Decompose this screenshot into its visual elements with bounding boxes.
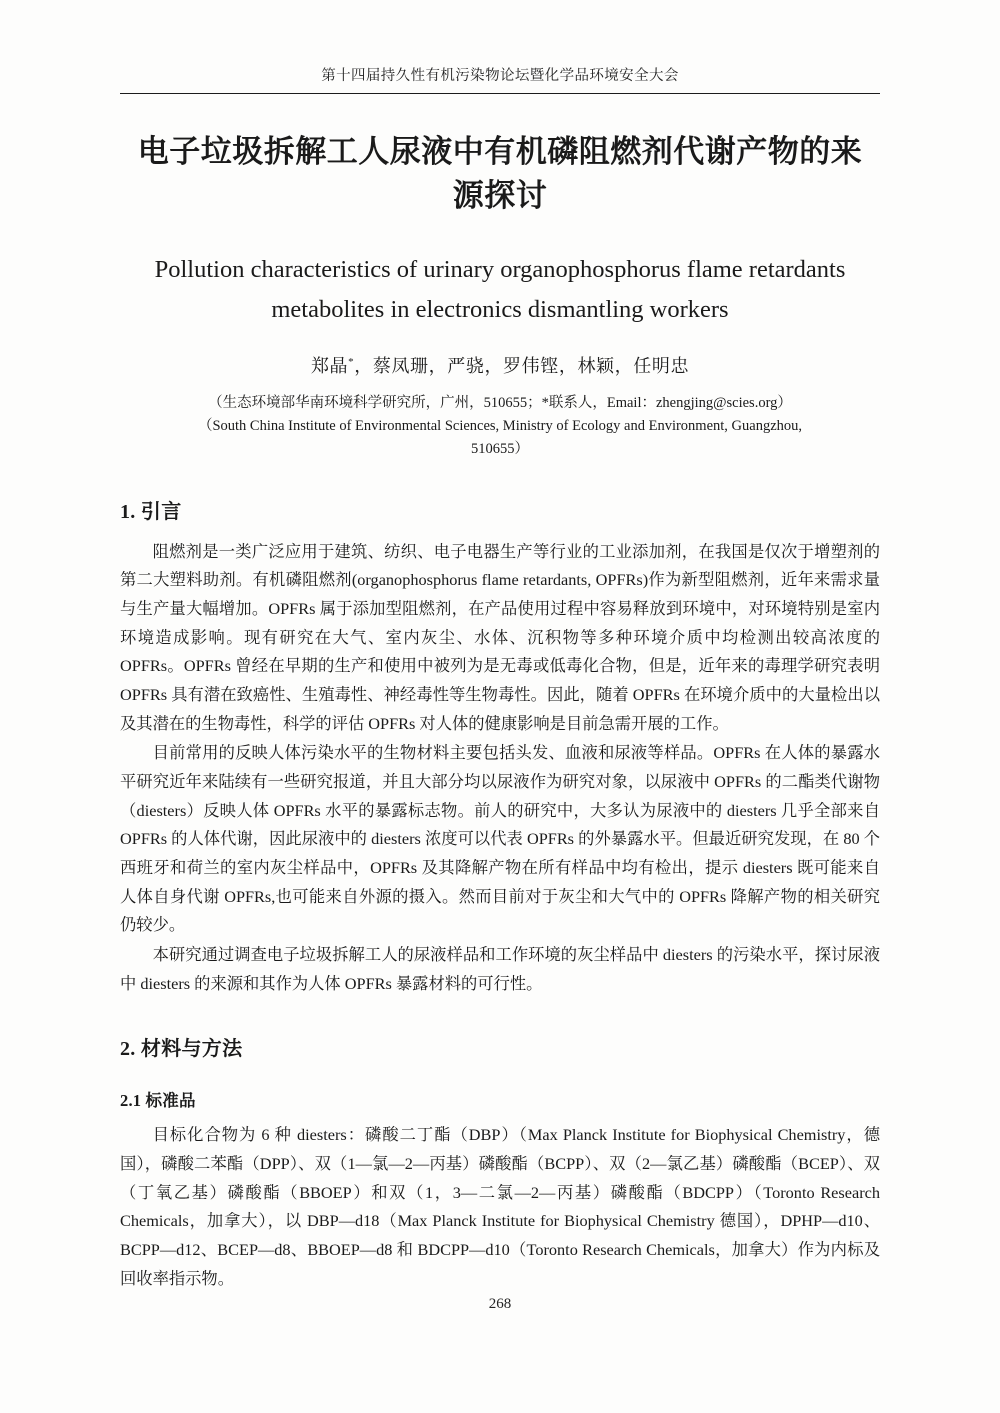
section-heading-materials-methods: 2. 材料与方法 <box>120 1038 243 1061</box>
paragraph-intro-1: 阻燃剂是一类广泛应用于建筑、纺织、电子电器生产等行业的工业添加剂，在我国是仅次于增塑剂的第二大塑料助剂。有机磷阻燃剂(organophosphorus flame retardants, OPFRs)作为新型阻燃剂，近年来需求量与生产量大幅增加。OPFRs 属于添加型阻燃剂，在产品使用过程中容易释放到环境中，对环境特别是室内环境造成影响。现有研究在大气、室内灰尘、水体、沉积物等多种环境介质中均检测出较高浓度的 OPFRs。OPFRs 曾经在早期的生产和使用中被列为是无毒或低毒化合物，但是，近年来的毒理学研究表明 OPFRs 具有潜在致癌性、生殖毒性、神经毒性等生物毒性。因此，随着 OPFRs 在环境介质中的大量检出以及其潜在的生物毒性，科学的评估 OPFRs 对人体的健康影响是目前急需开展的工作。 <box>120 541 880 733</box>
author-list <box>120 352 880 378</box>
page-title-english: Pollution characteristics of urinary organophosphorus flame retardants metabolites in electronics dismantling workers <box>154 256 846 324</box>
page-content <box>120 0 880 1294</box>
affiliation-block <box>120 392 880 461</box>
author-first-name: 郑晶 <box>310 355 349 376</box>
page-title-chinese: 电子垃圾拆解工人尿液中有机磷阻燃剂代谢产物的来源探讨 <box>137 134 863 214</box>
subsection-heading-standards: 2.1 标准品 <box>120 1091 196 1111</box>
affiliation-line-english-1: （South China Institute of Environmental Sciences, Ministry of Ecology and Environment, Guangzhou, <box>197 417 803 434</box>
paragraph-intro-2: 目前常用的反映人体污染水平的生物材料主要包括头发、血液和尿液等样品。OPFRs 在人体的暴露水平研究近年来陆续有一些研究报道，并且大部分均以尿液作为研究对象，以尿液中 OPFRs 的二酯类代谢物（diesters）反映人体 OPFRs 水平的暴露标志物。前人的研究中，大多认为尿液中的 diesters 几乎全部来自 OPFRs 的人体代谢，因此尿液中的 diesters 浓度可以代表 OPFRs 的外暴露水平。但最近研究发现，在 80 个西班牙和荷兰的室内灰尘样品中，OPFRs 及其降解产物在所有样品中均有检出，提示 diesters 既可能来自人体自身代谢 OPFRs,也可能来自外源的摄入。然而目前对于灰尘和大气中的 OPFRs 降解产物的相关研究仍较少。 <box>120 743 880 935</box>
paragraph-standards-1: 目标化合物为 6 种 diesters：磷酸二丁酯（DBP）（Max Planck Institute for Biophysical Chemistry，德国），磷酸二苯酯（DPP）、双（1—氯—2—丙基）磷酸酯（BCPP）、双（2—氯乙基）磷酸酯（BCEP）、双（丁氧乙基）磷酸酯（BBOEP）和双（1，3—二氯—2—丙基）磷酸酯（BDCPP）（Toronto Research Chemicals，加拿大），以 DBP—d18（Max Planck Institute for Biophysical Chemistry 德国），DPHP—d10、BCPP—d12、BCEP—d8、BBOEP—d8 和 BDCPP—d10（Toronto Research Chemicals，加拿大）作为内标及回收率指示物。 <box>120 1125 880 1288</box>
running-header: 第十四届持久性有机污染物论坛暨化学品环境安全大会 <box>321 68 679 84</box>
affiliation-line-chinese: （生态环境部华南环境科学研究所，广州，510655；*联系人，Email：zhengjing@scies.org） <box>208 394 792 411</box>
page-number: 268 <box>488 1296 512 1312</box>
paragraph-intro-3: 本研究通过调查电子垃圾拆解工人的尿液样品和工作环境的灰尘样品中 diesters 的污染水平，探讨尿液中 diesters 的来源和其作为人体 OPFRs 暴露材料的可行性。 <box>120 944 880 993</box>
corresponding-author-marker: * <box>348 355 355 368</box>
author-remaining-names: ，蔡凤珊，严骁，罗伟铿，林颖，任明忠 <box>354 355 690 376</box>
header-rule <box>120 93 880 94</box>
section-heading-introduction: 1. 引言 <box>120 500 182 523</box>
affiliation-line-english-2: 510655） <box>471 440 529 457</box>
